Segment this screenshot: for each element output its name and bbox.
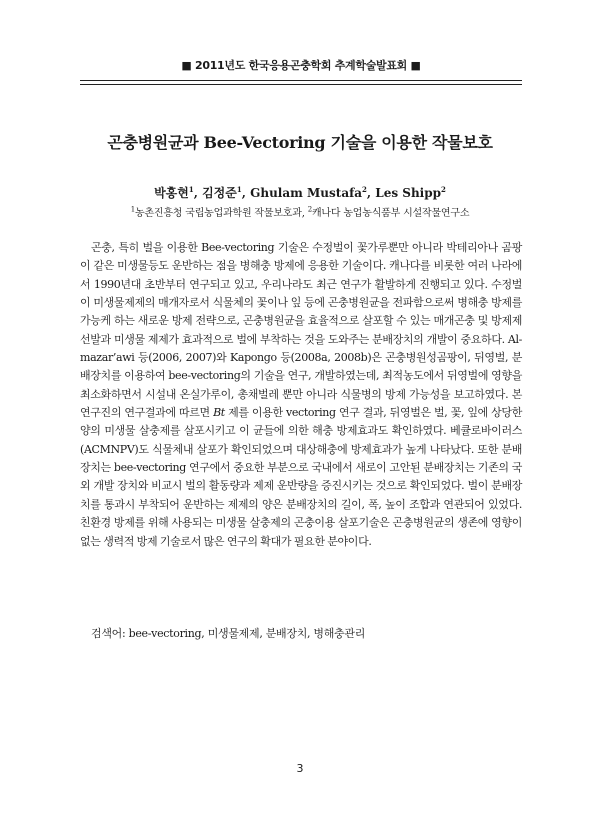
header-rule-thick	[80, 80, 522, 81]
author-list: 박홍현$^1$, 김정준$^1$, Ghulam Mustafa$^2$, Les Shipp$^2$	[154, 185, 446, 200]
author-affiliation-mark: 1	[236, 185, 242, 194]
abstract-paragraph	[80, 239, 522, 551]
author-name: 박홍현	[154, 186, 189, 200]
affiliations	[60, 204, 540, 219]
author-affiliation-mark: 2	[441, 185, 446, 194]
keywords-label: 검색어	[91, 627, 122, 640]
header-rule-thin	[80, 84, 522, 85]
abstract-text: 제를 이용한 vectoring 연구 결과, 뒤영벌은 벌, 꽃, 잎에 상당한 양의 미생물 살충제를 살포시키고 이 균들에 의한 해충 방제효과도 확인하였다. 베큘로바이러스(ACMNPV)도 식물체내 살포가 확인되었으며 대상해충에 방제효과가 높게 나타났다. 또한 분배장치는 bee-vectoring 연구에서 중요한 부분으로 국내에서 새로이 고안된 분배장치는 기존의 국외 개발 장치와 비교시 벌의 활동량과 제제 운반량을 증진시키는 것으로 확인되었다. 벌이 분배장치를 통과시 부착되어 운반하는 제제의 양은 분배장치의 길이, 폭, 높이 조합과 연관되어 있었다. 친환경 방제를 위해 사용되는 미생물 살충제의 곤충이용 살포기술은 곤충병원균의 생존에 영향이 없는 생력적 방제 기술로서 많은 연구의 확대가 필요한 분야이다.	[80, 406, 522, 548]
keywords-text: : bee-vectoring, 미생물제제, 분배장치, 병해충관리	[121, 627, 366, 640]
paper-title: 곤충병원균과 Bee-Vectoring 기술을 이용한 작물보호	[107, 133, 493, 152]
keywords	[80, 625, 522, 643]
conference-header: ■ 2011년도 한국응용곤충학회 추계학술발표회 ■	[181, 59, 421, 72]
abstract-italic-term: Bt	[213, 406, 225, 420]
abstract-text: 곤충, 특히 벌을 이용한 Bee-vectoring 기술은 수정벌이 꽃가루뿐만 아니라 박테리아나 곰팡이 같은 미생물등도 운반하는 점을 병해충 방제에 응용한 기술이다. 캐나다를 비롯한 여러 나라에서 1990년대 초반부터 연구되고 있고, 우리나라도 최근 연구가 활발하게 진행되고 있다. 수정벌이 미생물제제의 매개자로서 식물체의 꽃이나 잎 등에 곤충병원균을 전파함으로써 병해충 방제를 가능케 하는 새로운 방제 전략으로, 곤충병원균을 효율적으로 살포할 수 있는 매개곤충 및 방제제 선발과 미생물 제제가 효과적으로 벌에 부착하는 것을 도와주는 분배장치의 개발이 중요하다. Al-mazar’awi 등(2006, 2007)와 Kapongo 등(2008a, 2008b)은 곤충병원성곰팡이, 뒤영벌, 분배장치를 이용하여 bee-vectoring의 기술을 연구, 개발하였는데, 최적농도에서 뒤영벌에 영향을 최소화하면서 시설내 온실가루이, 총채벌레 뿐만 아니라 식물병의 방제 가능성을 보고하였다. 본 연구진의 연구결과에 따르면	[80, 241, 522, 420]
author-name: 김정준	[202, 186, 237, 200]
affiliation-text: 캐나다 농업농식품부 시설작물연구소	[311, 208, 470, 219]
author-name: Les Shipp	[375, 186, 442, 200]
author-affiliation-mark: 1	[188, 185, 194, 194]
page-number: 3	[296, 762, 304, 775]
author-name: Ghulam Mustafa	[250, 186, 363, 200]
author-affiliation-mark: 2	[362, 185, 367, 194]
affiliation-text: 농촌진흥청 국립농업과학원 작물보호과,	[134, 208, 308, 219]
affiliation-mark: 1	[130, 205, 135, 214]
affiliation-mark: 2	[307, 205, 312, 214]
abstract	[80, 239, 522, 551]
